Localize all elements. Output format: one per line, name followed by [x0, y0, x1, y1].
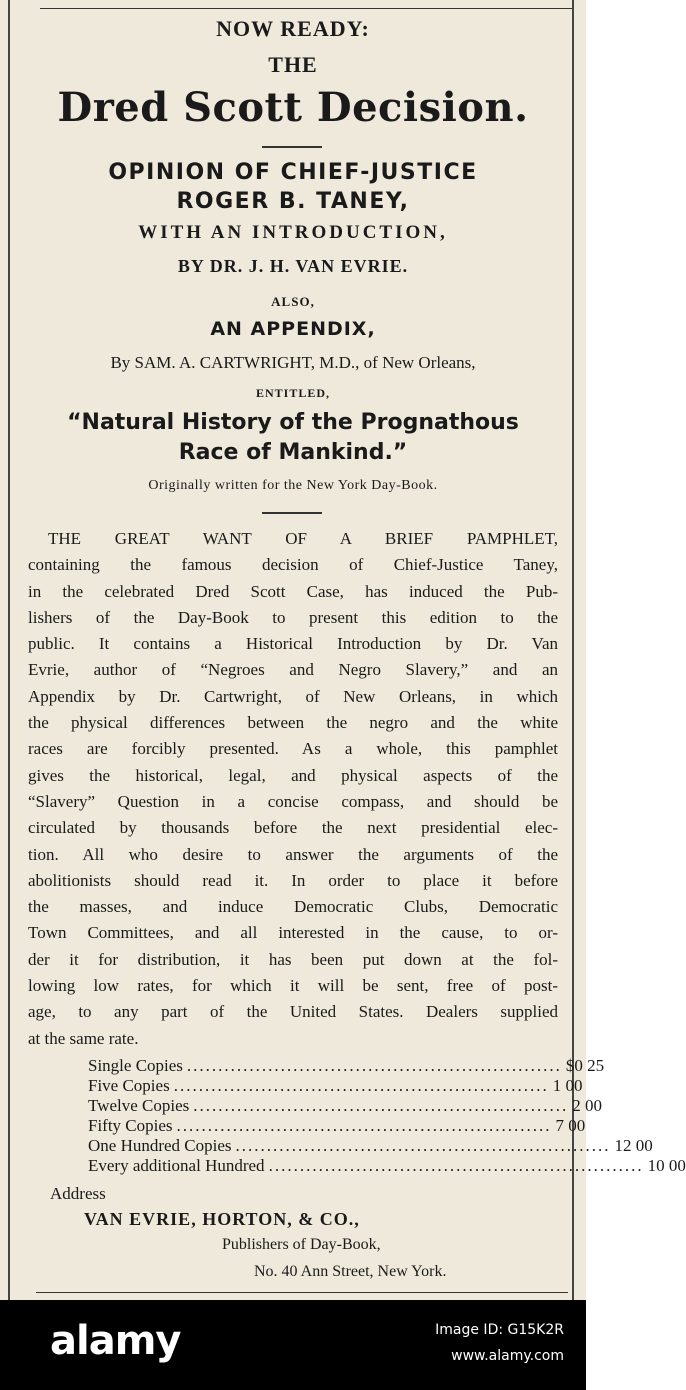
opinion-line-2: ROGER B. TANEY, — [176, 189, 410, 214]
body-line: “Slavery” Question in a concise compass, and should be — [28, 791, 558, 811]
appendix-heading: AN APPENDIX, — [210, 318, 376, 340]
introduction-line-1: WITH AN INTRODUCTION, — [138, 222, 448, 243]
entitled-label: ENTITLED, — [255, 386, 331, 400]
price-leader-dots: ............................................................ — [193, 1096, 569, 1115]
bottom-border-rule — [36, 1292, 568, 1293]
body-line: abolitionists should read it. In order to place it before — [28, 870, 558, 890]
now-ready-heading: NOW READY: — [216, 16, 370, 41]
body-line: Appendix by Dr. Cartwright, of New Orleans, in which — [28, 686, 558, 706]
price-amount: 2 00 — [572, 1096, 603, 1115]
brand-logo: alamy — [50, 1318, 181, 1364]
street-address: No. 40 Ann Street, New York. — [254, 1263, 447, 1280]
price-label: Single Copies — [88, 1056, 183, 1075]
price-label: Twelve Copies — [88, 1096, 190, 1115]
body-line: THE GREAT WANT OF A BRIEF PAMPHLET, — [48, 529, 558, 548]
price-amount: 10 00 — [647, 1156, 686, 1175]
body-line: Town Committees, and all interested in the cause, to or- — [28, 923, 558, 943]
price-row — [88, 1116, 586, 1136]
cartwright-byline: By SAM. A. CARTWRIGHT, M.D., of New Orleans, — [110, 353, 476, 372]
body-line: Evrie, author of “Negroes and Negro Slavery,” and an — [28, 660, 558, 680]
price-leader-dots: ............................................................ — [186, 1056, 562, 1075]
originally-written-note: Originally written for the New York Day-Book. — [148, 478, 438, 493]
body-line: at the same rate. — [28, 1028, 139, 1048]
body-line: races are forcibly presented. As a whole, this pamphlet — [28, 739, 558, 759]
publishers-line: Publishers of Day-Book, — [222, 1236, 381, 1253]
price-label: Fifty Copies — [88, 1116, 173, 1135]
body-line: circulated by thousands before the next presidential elec- — [28, 818, 558, 838]
image-code: Image ID: G15K2R — [435, 1322, 564, 1338]
price-label: Five Copies — [88, 1076, 170, 1095]
essay-title-line-2: Race of Mankind.” — [178, 440, 408, 465]
title-divider — [262, 146, 322, 148]
body-line: gives the historical, legal, and physical aspects of the — [28, 765, 558, 785]
firm-name: VAN EVRIE, HORTON, & CO., — [84, 1209, 360, 1229]
body-line: der it for distribution, it has been put down at the fol- — [28, 949, 558, 969]
price-amount: $0 25 — [565, 1056, 605, 1075]
price-label: Every additional Hundred — [88, 1156, 265, 1175]
body-line: tion. All who desire to answer the arguments of the — [28, 844, 558, 864]
price-leader-dots: ............................................................ — [176, 1116, 552, 1135]
price-leader-dots: ............................................................ — [235, 1136, 611, 1155]
price-amount: 7 00 — [555, 1116, 586, 1135]
price-amount: 1 00 — [552, 1076, 583, 1095]
body-line: containing the famous decision of Chief-Justice Taney, — [28, 555, 558, 575]
price-leader-dots: ............................................................ — [173, 1076, 549, 1095]
introduction-line-2: BY DR. J. H. VAN EVRIE. — [177, 256, 409, 276]
price-row — [88, 1096, 603, 1116]
body-line: the masses, and induce Democratic Clubs, Democratic — [28, 897, 558, 917]
body-line: age, to any part of the United States. Dealers supplied — [28, 1002, 558, 1022]
price-leader-dots: ............................................................ — [268, 1156, 644, 1175]
price-table — [88, 1056, 686, 1176]
body-line: lowing low rates, for which it will be sent, free of post- — [28, 976, 558, 996]
top-border-rule — [40, 8, 572, 9]
body-divider — [262, 512, 322, 514]
page-title: Dred Scott Decision. — [57, 84, 529, 131]
the-heading: THE — [268, 52, 318, 77]
also-label: ALSO, — [271, 294, 315, 309]
body-line: lishers of the Day-Book to present this edition to the — [28, 607, 558, 627]
watermark-footer — [0, 1300, 586, 1390]
price-row — [88, 1136, 653, 1156]
body-line: public. It contains a Historical Introduction by Dr. Van — [28, 634, 558, 654]
address-label: Address — [50, 1184, 106, 1203]
price-row — [88, 1156, 686, 1176]
price-amount: 12 00 — [614, 1136, 653, 1155]
price-row — [88, 1076, 583, 1096]
price-label: One Hundred Copies — [88, 1136, 232, 1155]
body-line: the physical differences between the negro and the white — [28, 713, 558, 733]
price-row — [88, 1056, 605, 1076]
site-url: www.alamy.com — [451, 1348, 564, 1364]
body-paragraph — [28, 526, 558, 1052]
essay-title-line-1: “Natural History of the Prognathous — [67, 410, 519, 435]
opinion-line-1: OPINION OF CHIEF-JUSTICE — [108, 160, 478, 185]
body-line: in the celebrated Dred Scott Case, has induced the Pub- — [28, 581, 558, 601]
